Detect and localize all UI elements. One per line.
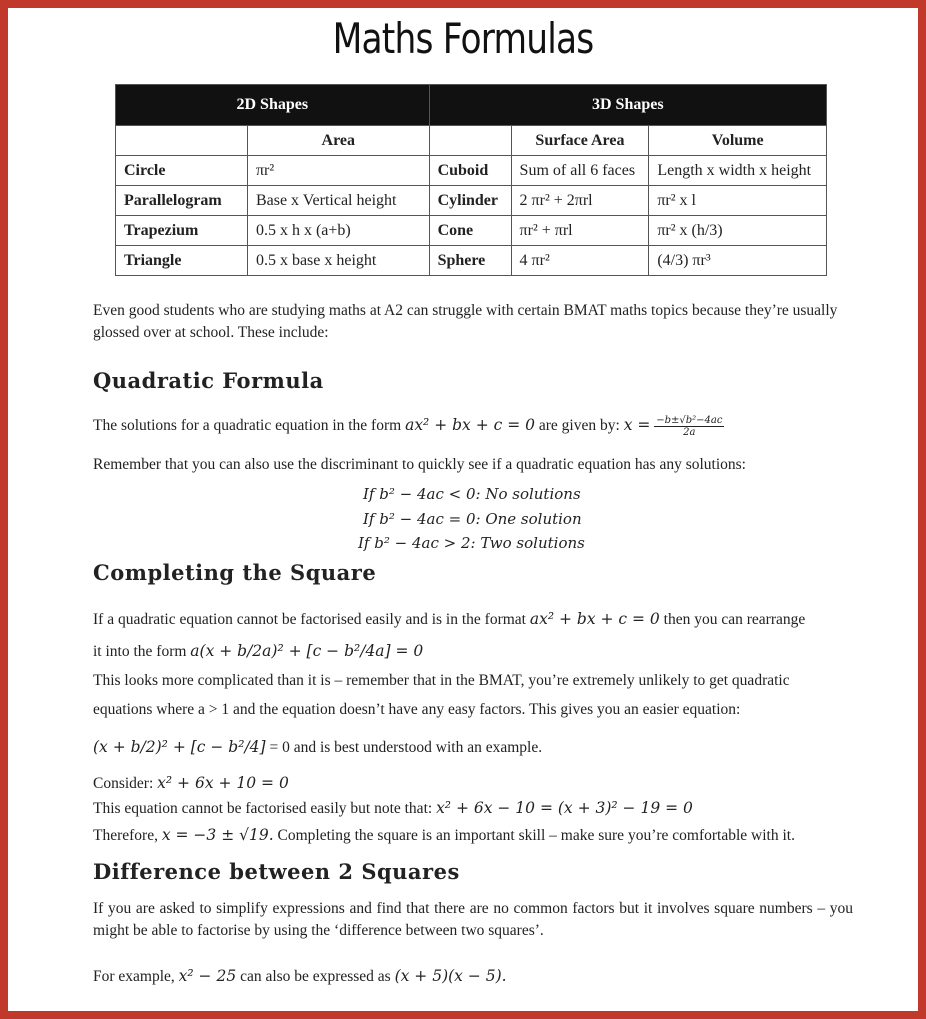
col-surface-area: Surface Area (511, 126, 649, 156)
shape-volume: (4/3) πr³ (649, 246, 827, 276)
example-label: For example, (93, 968, 175, 985)
completing-p1-text-b: then you can rearrange (663, 611, 806, 628)
header-2d-shapes: 2D Shapes (116, 85, 430, 126)
table-row (116, 186, 827, 216)
quadratic-line-1 (93, 414, 853, 438)
intro-paragraph: Even good students who are studying maths at A2 can struggle with certain BMAT maths topics because they’re usually glossed over at school. These include: (93, 302, 838, 341)
therefore-eq: x = −3 ± √19. (161, 826, 274, 844)
formula-denominator: 2a (683, 426, 696, 438)
condition-two-solutions: If b² − 4ac > 2: Two solutions (358, 534, 585, 552)
table-subheader-row (116, 126, 827, 156)
example-eq-2: (x + 5)(x − 5). (394, 967, 507, 985)
shape-name: Trapezium (116, 216, 248, 246)
completing-p1-eq: ax² + bx + c = 0 (529, 610, 660, 628)
col-area: Area (247, 126, 429, 156)
therefore-text: Completing the square is an important skill – make sure you’re comfortable with it. (277, 827, 795, 844)
therefore-line (93, 824, 853, 847)
example-text: can also be expressed as (240, 968, 391, 985)
discriminant-line: Remember that you can also use the discriminant to quickly see if a quadratic equation has any solutions: (93, 456, 746, 473)
therefore-label: Therefore, (93, 827, 158, 844)
col-volume: Volume (649, 126, 827, 156)
completing-p1-text-a: If a quadratic equation cannot be factorised easily and is in the format (93, 611, 526, 628)
shape-area: 0.5 x h x (a+b) (247, 216, 429, 246)
shape-area: 0.5 x base x height (247, 246, 429, 276)
completing-p3: This looks more complicated than it is – remember that in the BMAT, you’re extremely unlikely to get quadratic (93, 672, 790, 689)
completing-p2-text: it into the form (93, 643, 187, 660)
consider-eq: x² + 6x + 10 = 0 (157, 774, 289, 792)
x-equals: x = (623, 416, 651, 434)
table-row (116, 216, 827, 246)
difference-paragraph: If you are asked to simplify expressions and find that there are no common factors but it involves square numbers – you might be able to factorise by using the ‘difference between two squares’. (93, 900, 853, 939)
quadratic-line-1-text: The solutions for a quadratic equation in the form (93, 417, 402, 434)
shape-volume: Length x width x height (649, 156, 827, 186)
table-row (116, 156, 827, 186)
header-3d-shapes: 3D Shapes (429, 85, 826, 126)
quadratic-formula-fraction (654, 415, 724, 438)
difference-squares-heading: Difference between 2 Squares (93, 859, 460, 884)
completing-p1 (93, 608, 853, 631)
difference-example-line (93, 965, 853, 988)
table-row (116, 246, 827, 276)
shapes-formula-table (115, 84, 827, 276)
condition-no-solutions: If b² − 4ac < 0: No solutions (363, 485, 581, 503)
shape-volume: πr² x (h/3) (649, 216, 827, 246)
shape-surface-area: Sum of all 6 faces (511, 156, 649, 186)
shape-name: Cylinder (429, 186, 511, 216)
shape-name: Circle (116, 156, 248, 186)
completing-p5-text: = 0 and is best understood with an example. (269, 739, 543, 756)
factorise-note-text: This equation cannot be factorised easily but note that: (93, 800, 433, 817)
quadratic-heading: Quadratic Formula (93, 368, 324, 393)
shape-surface-area: 4 πr² (511, 246, 649, 276)
shape-name: Cuboid (429, 156, 511, 186)
shape-name: Parallelogram (116, 186, 248, 216)
shape-volume: πr² x l (649, 186, 827, 216)
shape-name: Sphere (429, 246, 511, 276)
factorise-note-eq: x² + 6x − 10 = (x + 3)² − 19 = 0 (436, 799, 693, 817)
completing-p4: equations where a > 1 and the equation doesn’t have any easy factors. This gives you an easier equation: (93, 701, 741, 718)
consider-line (93, 772, 853, 795)
table-header-row (116, 85, 827, 126)
example-eq-1: x² − 25 (178, 967, 237, 985)
completing-p5-eq: (x + b/2)² + [c − b²/4] (93, 738, 266, 756)
shape-area: πr² (247, 156, 429, 186)
completing-p5 (93, 736, 853, 759)
shape-surface-area: πr² + πrl (511, 216, 649, 246)
condition-one-solution: If b² − 4ac = 0: One solution (363, 510, 582, 528)
quadratic-form-eq: ax² + bx + c = 0 (405, 416, 536, 434)
completing-p2 (93, 640, 853, 663)
shape-name: Triangle (116, 246, 248, 276)
shape-surface-area: 2 πr² + 2πrl (511, 186, 649, 216)
page-title: Maths Formulas (332, 14, 594, 63)
quadratic-line-1-mid: are given by: (538, 417, 620, 434)
shape-name: Cone (429, 216, 511, 246)
completing-square-heading: Completing the Square (93, 560, 377, 585)
shape-area: Base x Vertical height (247, 186, 429, 216)
completing-p2-eq: a(x + b/2a)² + [c − b²/4a] = 0 (190, 642, 424, 660)
formula-numerator: −b±√b²−4ac (656, 414, 723, 426)
consider-label: Consider: (93, 775, 154, 792)
factorise-note-line (93, 797, 853, 820)
